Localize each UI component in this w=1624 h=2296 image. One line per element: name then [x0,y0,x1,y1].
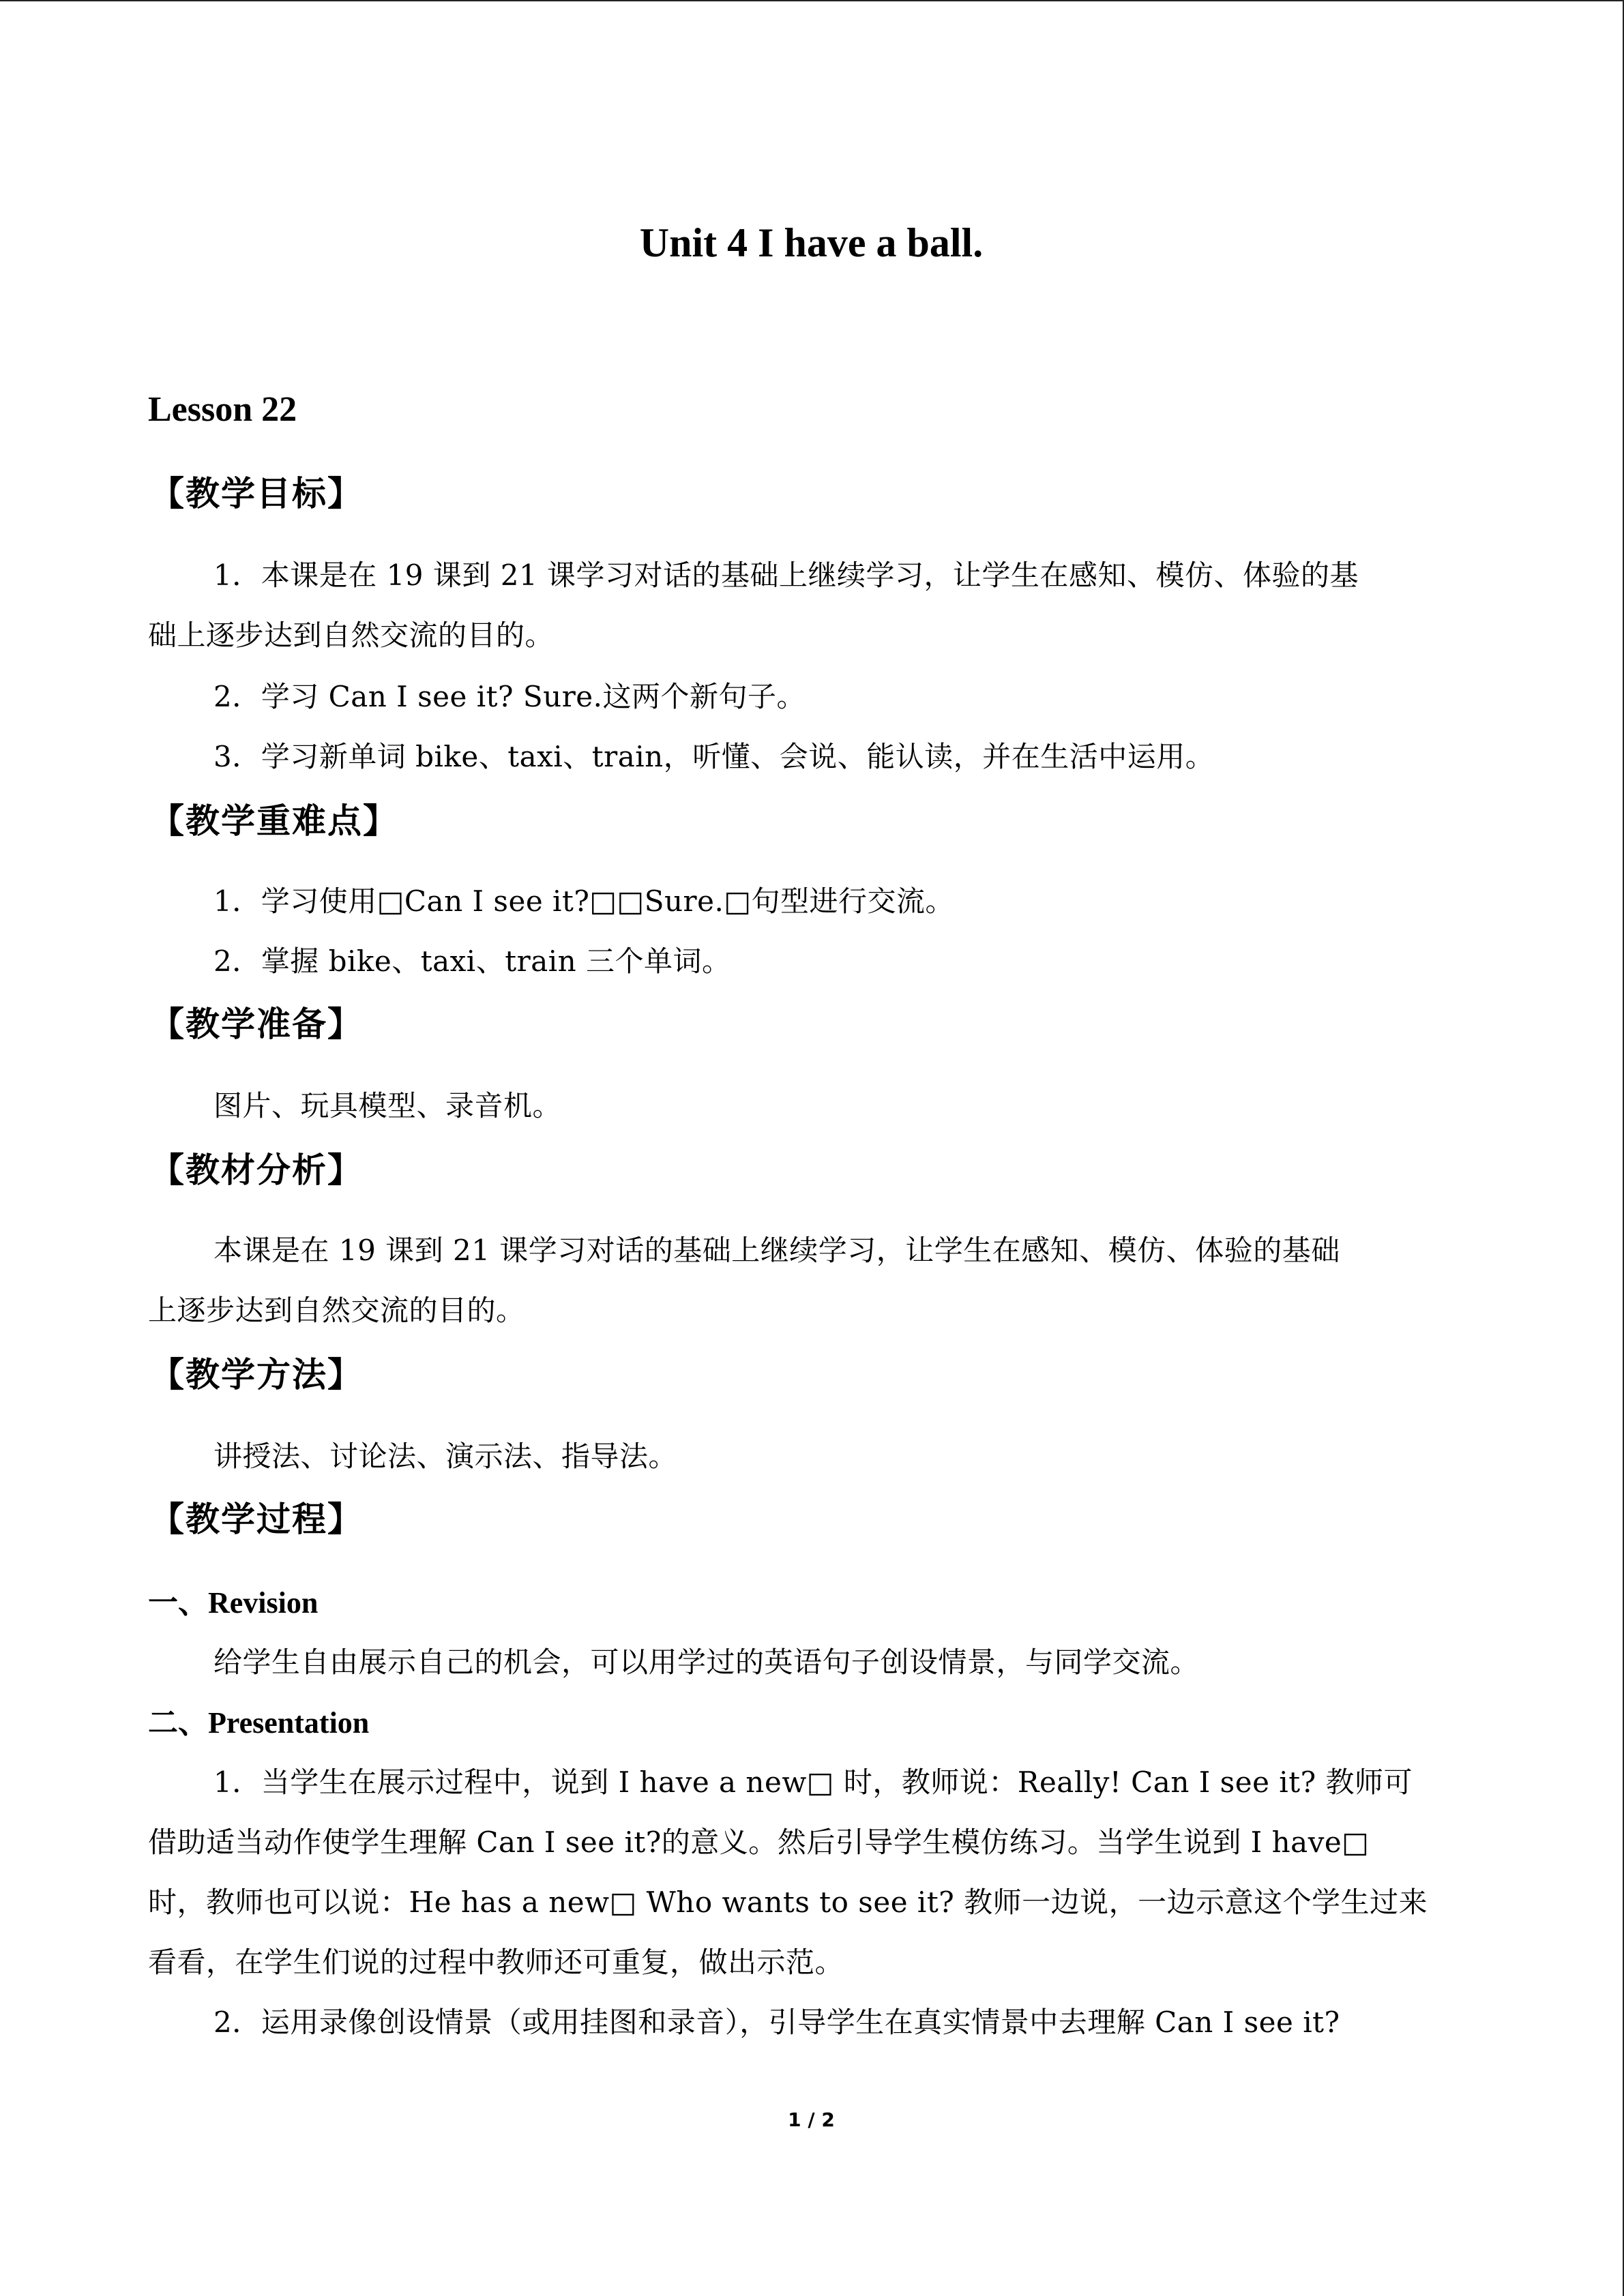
heading-analysis: 【教材分析】 [150,1150,363,1190]
heading-process: 【教学过程】 [150,1500,363,1539]
keypoint-line-2: 2．掌握 bike、taxi、train 三个单词。 [213,944,731,978]
preparation-text: 图片、玩具模型、录音机。 [213,1089,562,1122]
revision-text: 给学生自由展示自己的机会，可以用学过的英语句子创设情景，与同学交流。 [213,1645,1200,1679]
presentation-title: 二、Presentation [148,1706,370,1740]
heading-keypoints: 【教学重难点】 [150,801,398,841]
lesson-label: Lesson 22 [148,390,297,429]
objective-line-3: 2．学习 Can I see it? Sure.这两个新句子。 [213,680,806,713]
document-title: Unit 4 I have a ball. [639,220,984,265]
presentation-line-4: 看看，在学生们说的过程中教师还可重复，做出示范。 [148,1945,844,1979]
analysis-line-1: 本课是在 19 课到 21 课学习对话的基础上继续学习，让学生在感知、模仿、体验的基础 [213,1234,1340,1267]
presentation-line-1: 1．当学生在展示过程中，说到 I have a new□ 时，教师说：Really! Can I see it? 教师可 [213,1765,1413,1799]
keypoint-line-1: 1．学习使用□Can I see it?□□Sure.□句型进行交流。 [213,884,955,918]
presentation-line-2: 借助适当动作使学生理解 Can I see it?的意义。然后引导学生模仿练习。当学生说到 I have□ [148,1825,1370,1859]
methods-text: 讲授法、讨论法、演示法、指导法。 [213,1440,678,1473]
heading-methods: 【教学方法】 [150,1355,363,1395]
heading-objectives: 【教学目标】 [150,474,363,513]
objective-line-2: 础上逐步达到自然交流的目的。 [148,618,555,652]
objective-line-1: 1．本课是在 19 课到 21 课学习对话的基础上继续学习，让学生在感知、模仿、体验的基 [213,558,1359,592]
page-number: 1 / 2 [788,2108,835,2131]
presentation-line-3: 时，教师也可以说：He has a new□ Who wants to see it? 教师一边说，一边示意这个学生过来 [148,1885,1428,1919]
presentation-line-5: 2．运用录像创设情景（或用挂图和录音），引导学生在真实情景中去理解 Can I see it? [213,2006,1340,2039]
objective-line-4: 3．学习新单词 bike、taxi、train，听懂、会说、能认读，并在生活中运用。 [213,740,1215,773]
revision-title: 一、Revision [148,1586,319,1620]
heading-preparation: 【教学准备】 [150,1004,363,1044]
analysis-line-2: 上逐步达到自然交流的目的。 [148,1294,525,1327]
